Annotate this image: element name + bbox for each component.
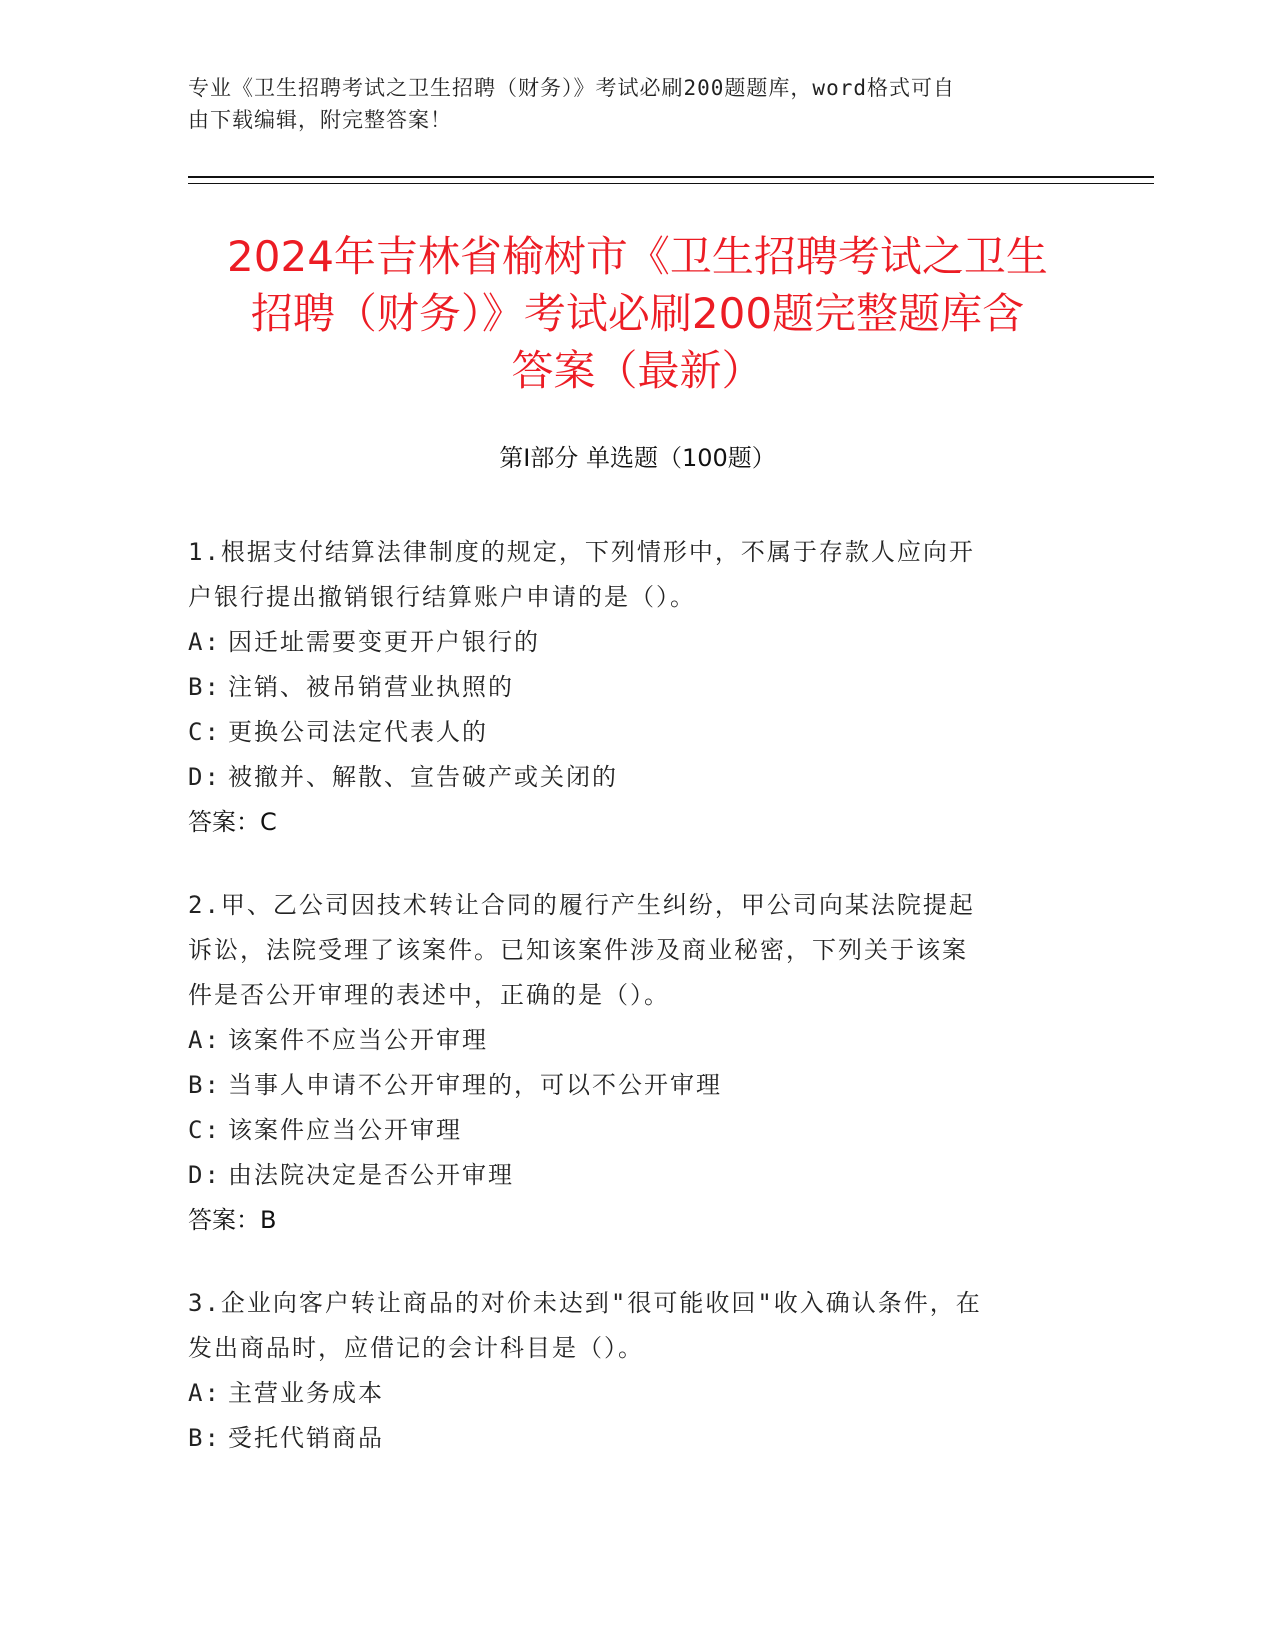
option-key: A: [188,628,221,656]
title-line: 招聘（财务）》考试必刷200题完整题库含 [250,289,1025,338]
option-d [188,755,1068,800]
option-d [188,1153,1068,1198]
stem-line: 诉讼，法院受理了该案件。已知该案件涉及商业秘密，下列关于该案 [188,936,968,964]
question-item [188,883,1068,1243]
option-c [188,1108,1068,1153]
section-heading: 第Ⅰ部分 单选题（100题） [499,444,776,472]
title-line: 2024年吉林省榆树市《卫生招聘考试之卫生 [227,232,1048,281]
intro-line: 专业《卫生招聘考试之卫生招聘（财务）》考试必刷200题题库，word格式可自 [188,76,955,100]
option-text: 该案件应当公开审理 [228,1116,462,1144]
option-a [188,1371,1068,1416]
stem-line: 2.甲、乙公司因技术转让合同的履行产生纠纷，甲公司向某法院提起 [188,891,975,919]
question-stem [188,1281,1068,1371]
title-line: 答案（最新） [511,346,764,395]
option-key: D: [188,763,221,791]
option-text: 更换公司法定代表人的 [228,718,488,746]
option-a [188,1018,1068,1063]
option-key: B: [188,1424,221,1452]
question-list [188,530,1068,1499]
option-text: 注销、被吊销营业执照的 [228,673,514,701]
option-b [188,1416,1068,1461]
stem-line: 件是否公开审理的表述中，正确的是（）。 [188,981,670,1009]
option-key: A: [188,1026,221,1054]
intro-line: 由下载编辑，附完整答案！ [188,108,452,132]
option-text: 被撤并、解散、宣告破产或关闭的 [228,763,618,791]
option-key: C: [188,718,221,746]
answer-line: 答案：B [188,1206,277,1234]
header-divider-thick [188,176,1154,178]
option-text: 主营业务成本 [228,1379,384,1407]
document-title [150,228,1125,399]
option-text: 当事人申请不公开审理的，可以不公开审理 [228,1071,722,1099]
option-text: 由法院决定是否公开审理 [228,1161,514,1189]
question-stem [188,530,1068,620]
option-b [188,665,1068,710]
stem-line: 户银行提出撤销银行结算账户申请的是（）。 [188,583,696,611]
stem-line: 3.企业向客户转让商品的对价未达到"很可能收回"收入确认条件，在 [188,1289,982,1317]
option-text: 因迁址需要变更开户银行的 [228,628,540,656]
question-item [188,1281,1068,1461]
option-b [188,1063,1068,1108]
header-divider-thin [188,183,1154,184]
option-a [188,620,1068,665]
question-item [188,530,1068,845]
option-key: C: [188,1116,221,1144]
answer-line: 答案：C [188,808,277,836]
stem-line: 1.根据支付结算法律制度的规定，下列情形中，不属于存款人应向开 [188,538,975,566]
option-key: D: [188,1161,221,1189]
option-text: 受托代销商品 [228,1424,384,1452]
stem-line: 发出商品时，应借记的会计科目是（）。 [188,1334,644,1362]
intro-text [188,72,1068,136]
option-text: 该案件不应当公开审理 [228,1026,488,1054]
option-key: B: [188,673,221,701]
option-c [188,710,1068,755]
option-key: A: [188,1379,221,1407]
question-stem [188,883,1068,1018]
option-key: B: [188,1071,221,1099]
